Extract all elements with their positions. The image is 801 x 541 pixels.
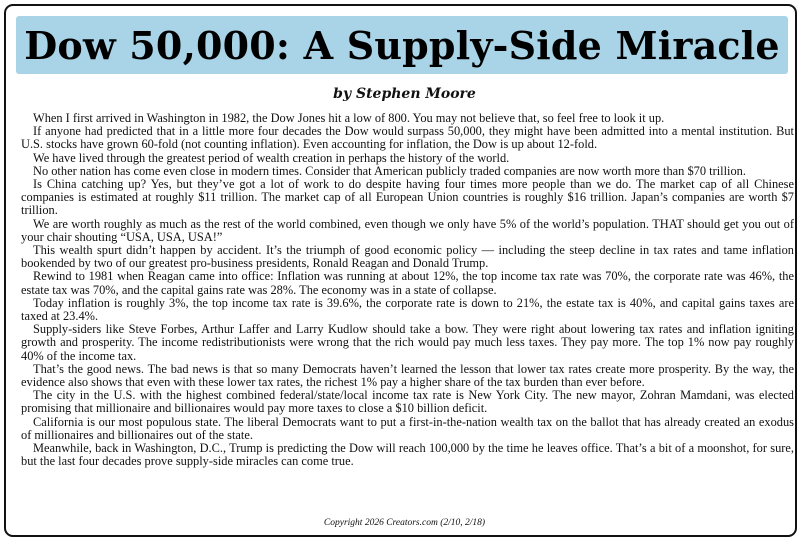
paragraph: Supply-siders like Steve Forbes, Arthur Laffer and Larry Kudlow should take a bow. They were right about lowering tax rates and inflation igniting growth and prosperity. The income redistributionists were wrong that the rich would pay much less taxes. They pay more. The top 1% now pay roughly 40% of the income tax. bbox=[21, 322, 794, 363]
article-body bbox=[21, 112, 794, 468]
paragraph: Rewind to 1981 when Reagan came into office: Inflation was running at about 12%, the top income tax rate was 70%, the corporate rate was 46%, the estate tax was 70%, and the capital gains rate was 28%. The economy was in a state of collapse. bbox=[21, 269, 794, 297]
paragraph: We have lived through the greatest period of wealth creation in perhaps the history of the world. bbox=[33, 150, 510, 165]
paragraph: When I first arrived in Washington in 1982, the Dow Jones hit a low of 800. You may not believe that, so feel free to look it up. bbox=[33, 111, 665, 125]
paragraph: The city in the U.S. with the highest combined federal/state/local income tax rate is New York City. The new mayor, Zohran Mamdani, was elected promising that millionaire and billionaires would pay more taxes to close a $10 billion deficit. bbox=[21, 388, 794, 416]
paragraph: If anyone had predicted that in a little more four decades the Dow would surpass 50,000, they might have been admitted into a mental institution. But U.S. stocks have grown 60-fold (not counting inflation). Even accounting for inflation, the Dow is up about 12-fold. bbox=[21, 124, 794, 152]
paragraph: This wealth spurt didn’t happen by accident. It’s the triumph of good economic policy — including the steep decline in tax rates and tame inflation bookended by two of our greatest pro-business presidents, Ronald Reagan and Donald Trump. bbox=[21, 243, 794, 271]
paragraph: Meanwhile, back in Washington, D.C., Trump is predicting the Dow will reach 100,000 by the time he leaves office. That’s a bit of a moonshot, for sure, but the last four decades prove supply-side miracles can come true. bbox=[21, 441, 794, 469]
byline: by Stephen Moore bbox=[333, 86, 476, 102]
headline-banner bbox=[16, 16, 788, 74]
paragraph: Today inflation is roughly 3%, the top income tax rate is 39.6%, the corporate rate is down to 21%, the estate tax is 40%, and capital gains taxes are taxed at 23.4%. bbox=[21, 295, 794, 324]
copyright-line: Copyright 2026 Creators.com (2/10, 2/18) bbox=[323, 518, 486, 528]
column-frame bbox=[4, 4, 797, 537]
paragraph: California is our most populous state. The liberal Democrats want to put a first-in-the-nation wealth tax on the ballot that has already created an exodus of millionaires and billionaires out of the state. bbox=[21, 414, 794, 442]
paragraph: That’s the good news. The bad news is that so many Democrats haven’t learned the lesson that lower tax rates create more prosperity. By the way, the evidence also shows that even with these lower tax rates, the richest 1% pay a higher share of the tax burden than ever before. bbox=[21, 361, 794, 390]
paragraph: Is China catching up? Yes, but they’ve got a lot of work to do despite having four times more people than we do. The market cap of all Chinese companies is estimated at roughly $11 trillion. The market cap of all European Union countries is roughly $16 trillion. Japan’s companies are worth $7 trillion. bbox=[21, 177, 794, 218]
paragraph: We are worth roughly as much as the rest of the world combined, even though we only have 5% of the world’s population. THAT should get you out of your chair shouting “USA, USA, USA!” bbox=[21, 216, 794, 244]
headline: Dow 50,000: A Supply-Side Miracle bbox=[24, 22, 780, 68]
paragraph: No other nation has come even close in modern times. Consider that American publicly traded companies are now worth more than $70 trillion. bbox=[33, 163, 746, 178]
